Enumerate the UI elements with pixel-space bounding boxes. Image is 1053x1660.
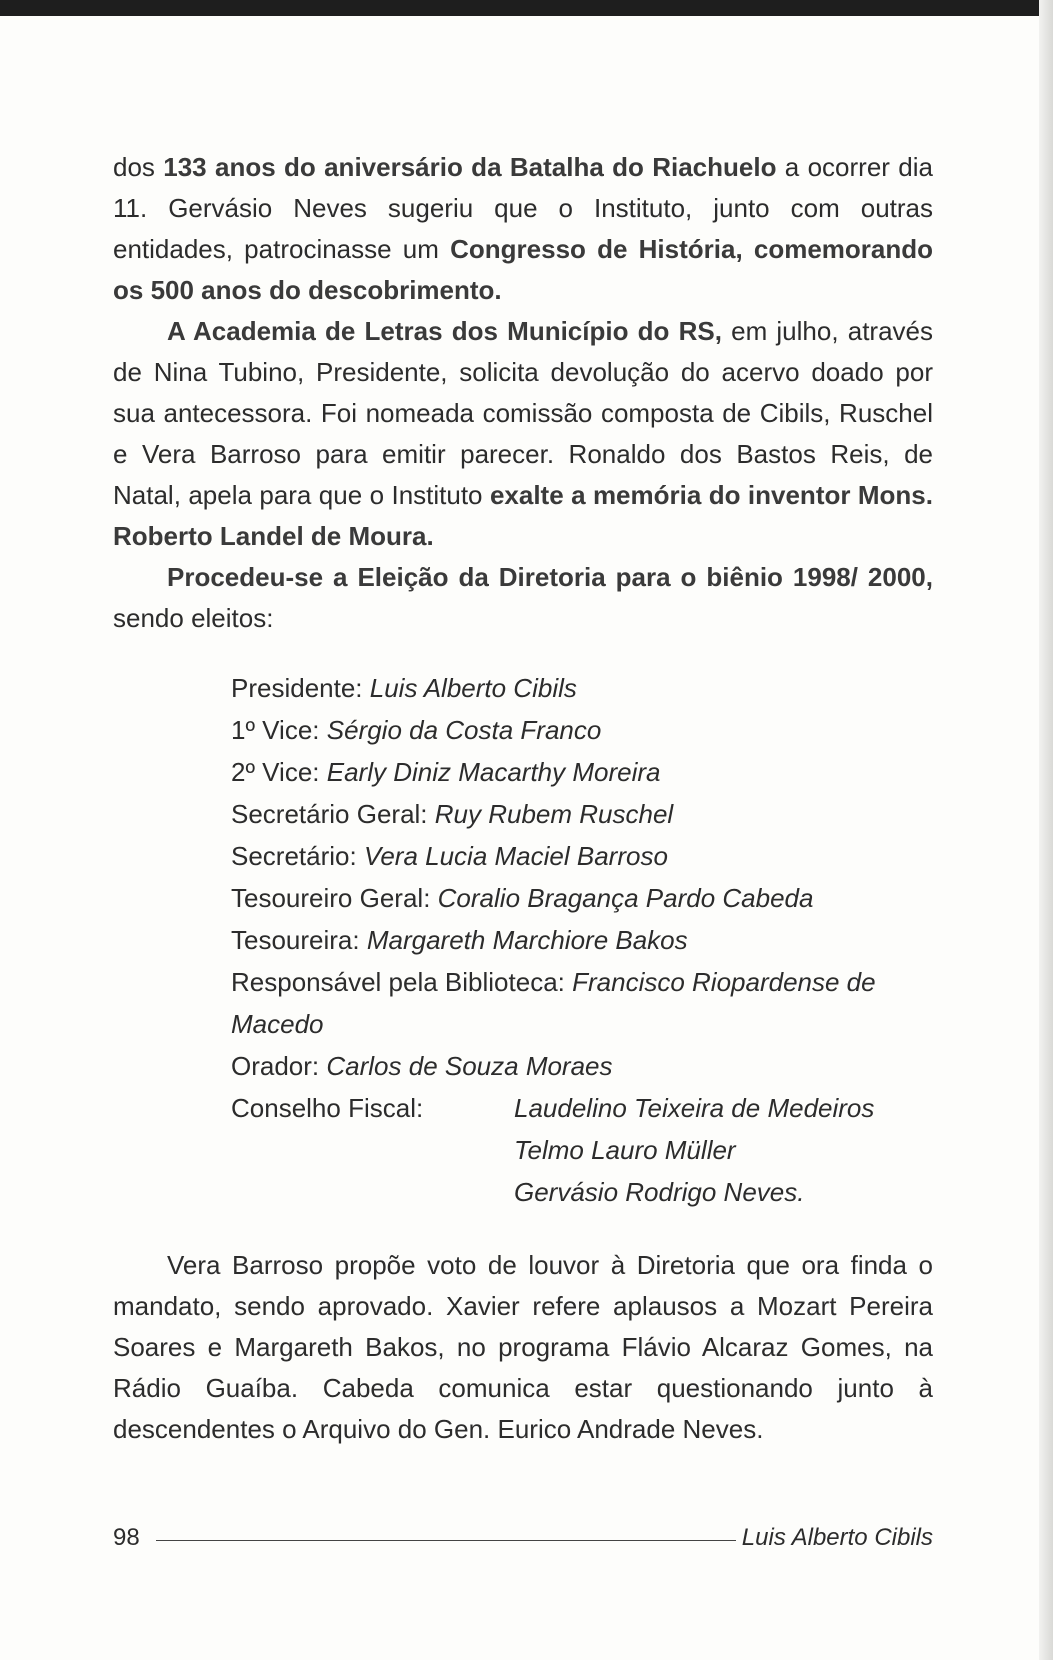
conselho-fiscal <box>231 1087 933 1213</box>
board-row <box>231 1045 933 1087</box>
paragraph-1 <box>113 147 933 311</box>
board-role: Responsável pela Biblioteca: <box>231 967 573 997</box>
conselho-members <box>514 1087 874 1213</box>
board-member-name: Sérgio da Costa Franco <box>326 715 602 745</box>
board-member-name: Early Diniz Macarthy Moreira <box>326 757 661 787</box>
page-footer <box>113 1520 933 1556</box>
board-row <box>231 751 933 793</box>
board-row <box>231 835 933 877</box>
board-row <box>231 919 933 961</box>
board-list <box>231 667 933 1213</box>
board-member-name: Luis Alberto Cibils <box>369 673 577 703</box>
board-row <box>231 793 933 835</box>
board-member-name: Vera Lucia Maciel Barroso <box>363 841 668 871</box>
board-row <box>231 667 933 709</box>
board-role: Tesoureira: <box>231 925 367 955</box>
paragraph-4: Vera Barroso propõe voto de louvor à Diretoria que ora finda o mandato, sendo aprovado. Xavier refere aplausos a Mozart Pereira Soares e Margareth Bakos, no programa Flávio Alcaraz Gomes, na Rádio Guaíba. Cabeda comunica estar questionando junto à descendentes o Arquivo do Gen. Eurico Andrade Neves. <box>113 1250 933 1444</box>
board-role: Secretário: <box>231 841 364 871</box>
p1-text-1: dos <box>113 152 164 182</box>
p2-bold-2: exalte a memória do inventor Mons. Roberto Landel de Moura. <box>113 480 933 551</box>
board-member-name: Francisco Riopardense de Macedo <box>231 967 876 1039</box>
page-number: 98 <box>113 1524 140 1551</box>
p2-bold-1: A Academia de Letras dos Município do RS, <box>167 316 722 346</box>
paragraph-2 <box>113 311 933 557</box>
footer-author: Luis Alberto Cibils <box>741 1524 933 1551</box>
p3-bold-1: Procedeu-se a Eleição da Diretoria para o biênio 1998/ 2000, <box>167 562 933 592</box>
board-member-name: Coralio Bragança Pardo Cabeda <box>437 883 814 913</box>
board-role: Tesoureiro Geral: <box>231 883 438 913</box>
p1-text-2: a ocorrer dia 11. Gervásio Neves sugeriu que o Instituto, junto com outras entidades, patrocinasse um <box>113 152 933 264</box>
board-member-name: Ruy Rubem Ruschel <box>434 799 674 829</box>
p1-bold-2: Congresso de História, comemorando os 500 anos do descobrimento. <box>113 234 933 305</box>
board-row <box>231 961 933 1045</box>
conselho-label: Conselho Fiscal: <box>231 1093 424 1123</box>
p2-text-1: em julho, através de Nina Tubino, Presidente, solicita devolução do acervo doado por sua antecessora. Foi nomeada comissão composta de Cibils, Ruschel e Vera Barroso para emitir parecer. Ronaldo dos Bastos Reis, de Natal, apela para que o Instituto <box>113 316 933 510</box>
scan-top-border <box>0 0 1053 16</box>
conselho-member: Gervásio Rodrigo Neves. <box>514 1177 805 1207</box>
page-body <box>113 147 933 1450</box>
board-role: 1º Vice: <box>231 715 327 745</box>
p1-bold-1: 133 anos do aniversário da Batalha do Riachuelo <box>163 152 777 182</box>
board-member-name: Carlos de Souza Moraes <box>326 1051 613 1081</box>
board-row <box>231 877 933 919</box>
scan-right-edge <box>1039 0 1053 1660</box>
paragraph-3 <box>113 557 933 639</box>
footer-rule <box>156 1540 736 1541</box>
board-row <box>231 709 933 751</box>
board-role: 2º Vice: <box>231 757 327 787</box>
conselho-member: Telmo Lauro Müller <box>514 1135 736 1165</box>
conselho-member: Laudelino Teixeira de Medeiros <box>514 1093 875 1123</box>
board-role: Presidente: <box>231 673 370 703</box>
board-member-name: Margareth Marchiore Bakos <box>366 925 688 955</box>
p3-text-1: sendo eleitos: <box>113 603 274 633</box>
board-role: Secretário Geral: <box>231 799 435 829</box>
board-role: Orador: <box>231 1051 327 1081</box>
